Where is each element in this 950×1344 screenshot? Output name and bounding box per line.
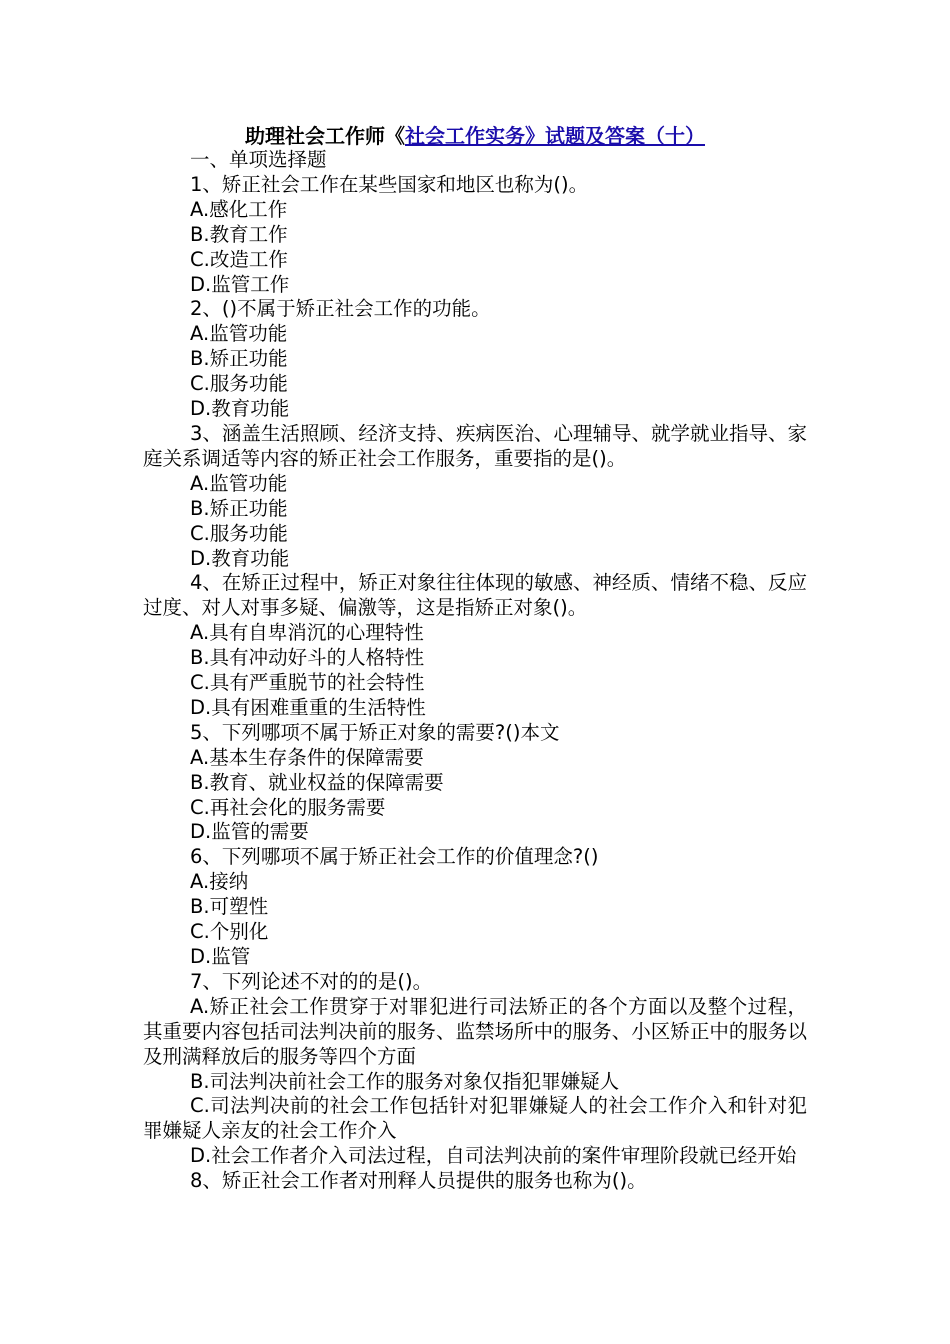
option-line: C.司法判决前的社会工作包括针对犯罪嫌疑人的社会工作介入和针对犯罪嫌疑人亲友的社会工作介入 [143, 1094, 807, 1143]
option-line: B.可塑性 [190, 895, 269, 919]
option-line: B.教育工作 [190, 222, 288, 246]
question-2: 2、()不属于矫正社会工作的功能。 [190, 297, 491, 321]
option-line: C.个别化 [190, 920, 269, 944]
title-link[interactable]: 社会工作实务》试题及答案（十） [405, 124, 705, 148]
option-line: A.监管功能 [190, 322, 288, 346]
option-line: C.服务功能 [190, 372, 288, 396]
question-4: 4、在矫正过程中，矫正对象往往体现的敏感、神经质、情绪不稳、反应过度、对人对事多疑、偏激等，这是指矫正对象()。 [143, 571, 807, 620]
question-content [143, 148, 807, 1194]
option-line: B.矫正功能 [190, 496, 288, 520]
option-line: A.感化工作 [190, 197, 288, 221]
option-line: C.服务功能 [190, 521, 288, 545]
question-3: 3、涵盖生活照顾、经济支持、疾病医治、心理辅导、就学就业指导、家庭关系调适等内容的矫正社会工作服务，重要指的是()。 [143, 421, 807, 470]
option-line: B.矫正功能 [190, 347, 288, 371]
option-line: C.再社会化的服务需要 [190, 795, 386, 819]
option-line: A.监管功能 [190, 471, 288, 495]
question-1: 1、矫正社会工作在某些国家和地区也称为()。 [190, 172, 589, 196]
question-8: 8、矫正社会工作者对刑释人员提供的服务也称为()。 [190, 1169, 647, 1193]
option-line: D.教育功能 [190, 546, 290, 570]
section-heading: 一、单项选择题 [190, 148, 327, 171]
option-line: D.监管 [190, 945, 251, 968]
option-line: A.具有自卑消沉的心理特性 [190, 621, 424, 645]
option-line: B.教育、就业权益的保障需要 [190, 770, 444, 794]
question-5: 5、下列哪项不属于矫正对象的需要?()本文 [190, 720, 560, 744]
option-line: D.教育功能 [190, 397, 290, 421]
option-line: B.司法判决前社会工作的服务对象仅指犯罪嫌疑人 [190, 1069, 620, 1093]
option-line: C.改造工作 [190, 247, 288, 271]
question-6: 6、下列哪项不属于矫正社会工作的价值理念?() [190, 845, 599, 869]
option-line: A.基本生存条件的保障需要 [190, 745, 424, 769]
option-line: D.社会工作者介入司法过程，自司法判决前的案件审理阶段就已经开始 [190, 1144, 797, 1168]
option-line: D.具有困难重重的生活特性 [190, 695, 426, 719]
option-line: C.具有严重脱节的社会特性 [190, 671, 425, 695]
option-line: A.接纳 [190, 870, 249, 894]
title-prefix: 助理社会工作师《 [245, 124, 405, 148]
document-title [0, 122, 950, 150]
option-line: A.矫正社会工作贯穿于对罪犯进行司法矫正的各个方面以及整个过程，其重要内容包括司法判决前的服务、监禁场所中的服务、小区矫正中的服务以及刑满释放后的服务等四个方面 [143, 994, 807, 1068]
question-7: 7、下列论述不对的的是()。 [190, 969, 433, 993]
option-line: D.监管的需要 [190, 820, 309, 844]
option-line: D.监管工作 [190, 272, 290, 296]
option-line: B.具有冲动好斗的人格特性 [190, 646, 425, 670]
